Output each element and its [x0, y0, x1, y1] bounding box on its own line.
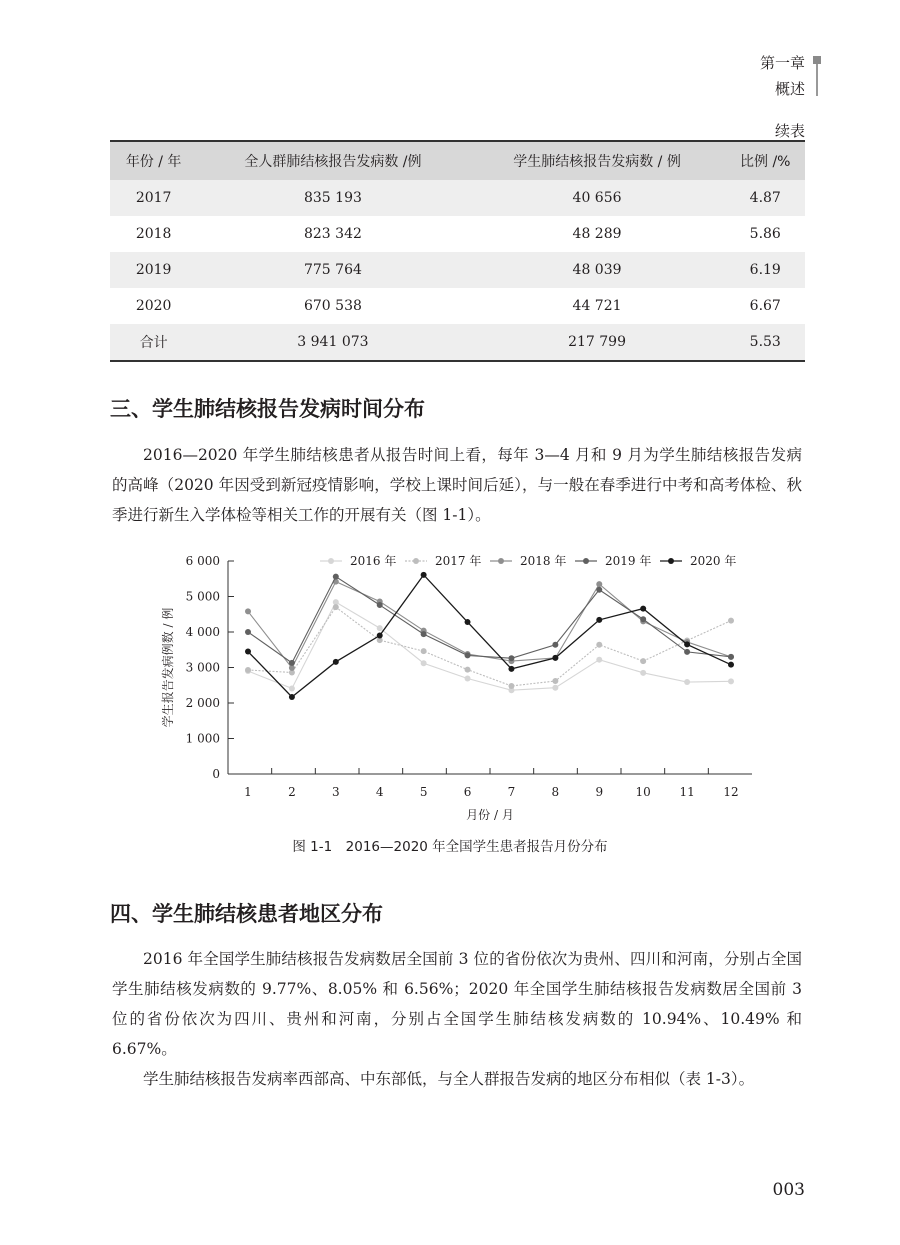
data-point [245, 608, 251, 614]
table-cell: 4.87 [726, 180, 806, 216]
x-tick-label: 4 [375, 785, 384, 799]
legend-label: 2017 年 [435, 554, 482, 568]
line-chart [150, 545, 770, 825]
table-cell: 670 538 [303, 298, 362, 314]
page-number: 003 [772, 1180, 805, 1200]
x-tick-label: 1 [244, 785, 252, 799]
y-tick-label: 4 000 [185, 625, 220, 639]
table-cell: 48 039 [469, 252, 726, 288]
table-cell: 48 289 [572, 226, 622, 242]
table-cell: 835 193 [197, 180, 468, 216]
data-point [289, 685, 295, 691]
data-point [333, 574, 339, 580]
legend-label: 2016 年 [350, 554, 397, 568]
x-tick-label: 10 [635, 785, 651, 799]
data-point [465, 667, 471, 673]
data-point [508, 655, 514, 661]
paragraph: 2016 年全国学生肺结核报告发病数居全国前 3 位的省份依次为贵州、四川和河南，分别占全国学生肺结核发病数的 9.77%、8.05% 和 6.56%；2020 年全国学生肺结核报告发病数居全国前 3 位的省份依次为四川、贵州和河南，分别占全国学生肺结核发病数的 10.94%、10.49% 和 6.67%。 [112, 950, 802, 1058]
series-line [248, 575, 731, 697]
legend-marker [413, 558, 419, 564]
x-tick-label: 9 [595, 785, 604, 799]
table-cell: 40 656 [469, 180, 726, 216]
table-cell: 217 799 [469, 324, 726, 361]
series-2019 [245, 574, 734, 666]
data-point [552, 685, 558, 691]
table-cell: 合计 [110, 324, 197, 361]
data-point [465, 676, 471, 682]
table-cell: 5.53 [726, 324, 806, 361]
x-tick-label: 11 [679, 785, 695, 799]
table-cell: 2018 [135, 226, 172, 242]
data-point [421, 660, 427, 666]
section-heading: 三、学生肺结核报告发病时间分布 [110, 397, 425, 421]
paragraph: 2016—2020 年学生肺结核患者从报告时间上看，每年 3—4 月和 9 月为学生肺结核报告发病的高峰（2020 年因受到新冠疫情影响，学校上课时间后延），与一般在春季进行中考和高考体检、秋季进行新生入学体检等相关工作的开展有关（图 1-1）。 [112, 446, 802, 524]
x-tick-label: 5 [419, 785, 428, 799]
table-cell: 775 764 [197, 252, 468, 288]
table-row [110, 180, 805, 216]
data-point [508, 683, 514, 689]
y-tick-label: 2 000 [185, 696, 220, 710]
y-tick-label: 1 000 [185, 731, 220, 746]
paragraph: 学生肺结核报告发病率西部高、中东部低，与全人群报告发病的地区分布相似（表 1-3）。 [143, 1070, 755, 1088]
data-point [552, 642, 558, 648]
data-point [596, 642, 602, 648]
table-cell: 5.86 [749, 226, 781, 242]
series-line [248, 577, 731, 663]
data-point [728, 662, 734, 668]
data-point [684, 679, 690, 685]
data-point [596, 617, 602, 623]
data-point [552, 678, 558, 684]
table-cell: 44 721 [572, 298, 622, 314]
data-point [333, 659, 339, 665]
legend-item [575, 553, 651, 568]
column-header: 学生肺结核报告发病数 / 例 [469, 141, 726, 180]
data-point [333, 604, 339, 610]
table-cell: 2017 [110, 180, 197, 216]
y-tick-label: 5 000 [185, 589, 220, 604]
data-point [684, 649, 690, 655]
legend-marker [668, 558, 674, 564]
y-axis-label: 学生报告发病例数 / 例 [161, 607, 175, 728]
x-tick-label: 2 [288, 785, 296, 799]
column-header: 比例 /% [726, 141, 806, 180]
data-point [377, 625, 383, 631]
column-header: 年份 / 年 [110, 141, 197, 180]
data-point [421, 572, 427, 578]
table-cell: 2020 [135, 298, 172, 314]
data-point [728, 618, 734, 624]
chapter-header: 第一章 [759, 54, 805, 72]
x-tick-label: 7 [507, 785, 516, 799]
y-tick-label: 0 [212, 767, 220, 781]
data-point [377, 633, 383, 639]
legend-label: 2019 年 [605, 554, 652, 568]
data-point [640, 670, 646, 676]
data-point [508, 666, 514, 672]
legend-item [405, 553, 481, 568]
table-cell: 6.19 [726, 252, 806, 288]
data-point [640, 606, 646, 612]
header-marker [813, 56, 821, 64]
data-point [421, 648, 427, 654]
data-point [377, 602, 383, 608]
series-line [248, 582, 731, 668]
x-tick-label: 12 [723, 785, 739, 799]
table-row [110, 324, 805, 361]
section-heading: 四、学生肺结核患者地区分布 [110, 902, 383, 926]
legend-marker [583, 558, 589, 564]
data-point [465, 619, 471, 625]
data-point [289, 694, 295, 700]
data-point [640, 616, 646, 622]
legend-item [320, 553, 396, 568]
data-point [596, 581, 602, 587]
data-point [465, 652, 471, 658]
data-point [245, 667, 251, 673]
x-tick-label: 8 [551, 785, 560, 799]
data-point [421, 631, 427, 637]
legend-item [660, 553, 736, 568]
data-point [684, 641, 690, 647]
header-divider [816, 64, 818, 96]
data-point [596, 587, 602, 593]
table-cell: 6.67 [749, 298, 781, 314]
table-cell: 3 941 073 [197, 324, 468, 361]
legend-item [490, 553, 566, 568]
y-tick-label: 6 000 [185, 554, 220, 568]
data-table [110, 140, 805, 362]
data-point [728, 678, 734, 684]
table-row [110, 288, 805, 324]
legend-marker [328, 558, 334, 564]
table-row [110, 252, 805, 288]
x-axis-label: 月份 / 月 [466, 808, 514, 822]
section-header: 概述 [774, 80, 805, 98]
x-tick-label: 6 [463, 785, 472, 799]
data-point [552, 655, 558, 661]
data-point [245, 649, 251, 655]
data-point [289, 660, 295, 666]
table-cell: 2019 [110, 252, 197, 288]
table-row [110, 216, 805, 252]
y-tick-label: 3 000 [185, 660, 220, 675]
legend-label: 2018 年 [520, 554, 567, 568]
data-point [640, 658, 646, 664]
data-point [245, 629, 251, 635]
continued-label: 续表 [774, 122, 805, 140]
table-cell: 823 342 [303, 226, 362, 242]
legend-marker [498, 558, 504, 564]
data-point [596, 657, 602, 663]
legend-label: 2020 年 [690, 554, 737, 568]
data-point [728, 654, 734, 660]
x-tick-label: 3 [331, 785, 340, 799]
figure-caption: 图 1-1 2016—2020 年全国学生患者报告月份分布 [292, 839, 608, 855]
column-header: 全人群肺结核报告发病数 /例 [197, 141, 468, 180]
